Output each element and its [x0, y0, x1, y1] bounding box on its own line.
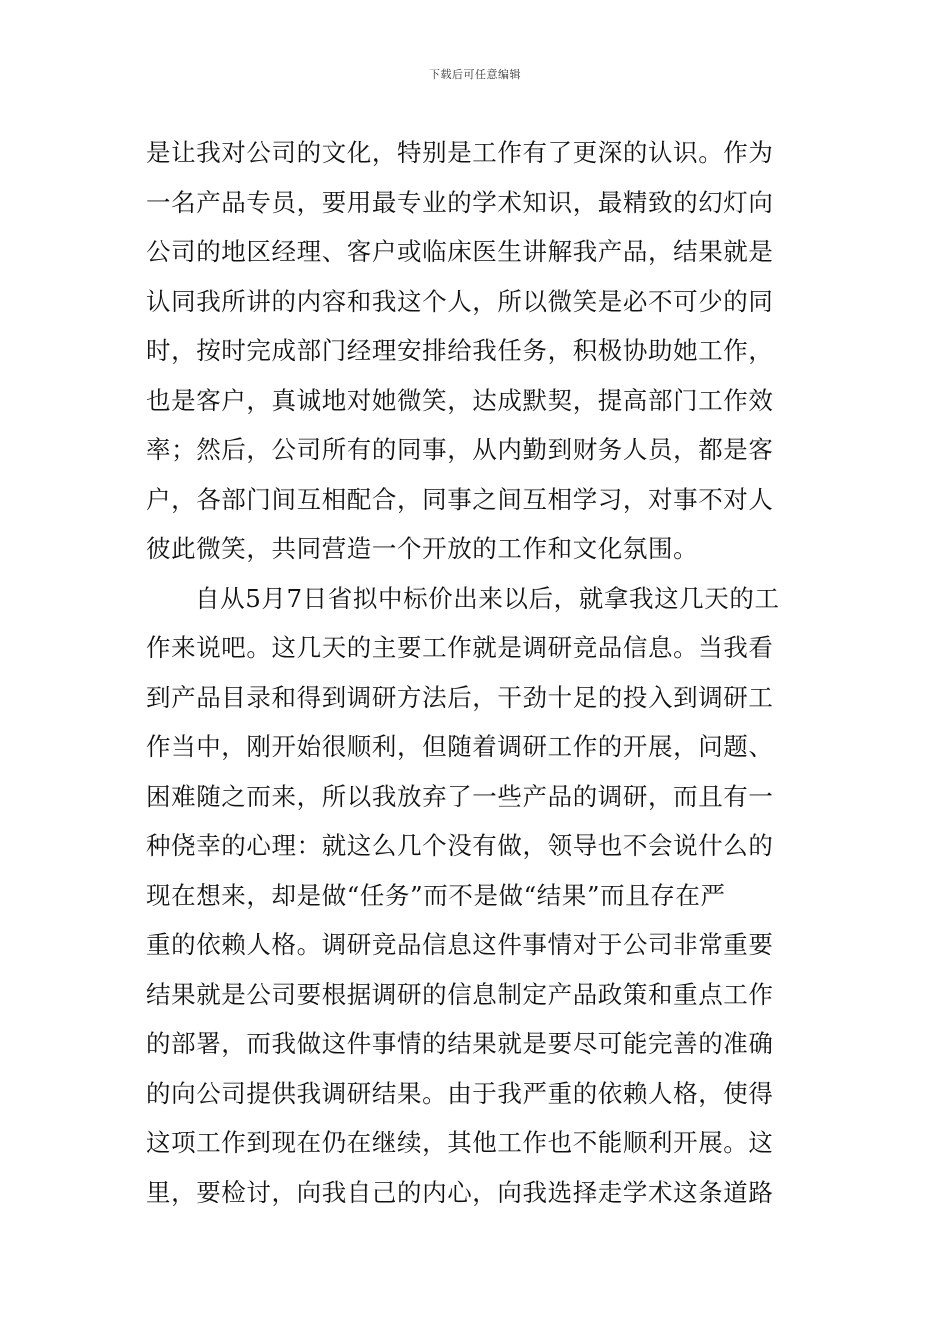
text-line: 作当中，刚开始很顺利，但随着调研工作的开展，问题、	[146, 732, 774, 761]
paragraph-1	[146, 128, 811, 574]
text-line: 率；然后，公司所有的同事，从内勤到财务人员，都是客	[146, 435, 774, 464]
page-header: 下载后可任意编辑	[429, 68, 521, 81]
text-line: 彼此微笑，共同营造一个开放的工作和文化氛围。	[146, 534, 699, 563]
text-line: 重的依赖人格。调研竞品信息这件事情对于公司非常重要	[146, 930, 774, 959]
document-body	[146, 128, 811, 1217]
text-line: 公司的地区经理、客户或临床医生讲解我产品，结果就是	[146, 237, 774, 266]
text-line: 自从5月7日省拟中标价出来以后，就拿我这几天的工	[195, 583, 780, 613]
text-line: 的部署，而我做这件事情的结果就是要尽可能完善的准确	[146, 1029, 774, 1058]
text-line: 时，按时完成部门经理安排给我任务，积极协助她工作，	[146, 336, 774, 365]
text-line: 的向公司提供我调研结果。由于我严重的依赖人格，使得	[146, 1078, 774, 1108]
text-line: 现在想来，却是做“任务”而不是做“结果”而且存在严	[146, 880, 726, 910]
text-line: 困难随之而来，所以我放弃了一些产品的调研，而且有一	[146, 781, 774, 811]
text-line: 认同我所讲的内容和我这个人，所以微笑是必不可少的同	[146, 286, 774, 316]
text-line: 这项工作到现在仍在继续，其他工作也不能顺利开展。这	[146, 1128, 774, 1157]
text-line: 是让我对公司的文化，特别是工作有了更深的认识。作为	[146, 138, 774, 167]
text-line: 种侥幸的心理：就这么几个没有做，领导也不会说什么的	[146, 831, 774, 860]
text-line: 也是客户，真诚地对她微笑，达成默契，提高部门工作效	[146, 385, 774, 415]
paragraph-2	[146, 574, 811, 1218]
text-line: 户，各部门间互相配合，同事之间互相学习，对事不对人	[146, 484, 774, 514]
text-line: 作来说吧。这几天的主要工作就是调研竞品信息。当我看	[146, 633, 774, 662]
text-line: 里，要检讨，向我自己的内心，向我选择走学术这条道路	[146, 1177, 774, 1207]
text-line: 结果就是公司要根据调研的信息制定产品政策和重点工作	[146, 979, 774, 1009]
text-line: 到产品目录和得到调研方法后，干劲十足的投入到调研工	[146, 682, 774, 712]
text-line: 一名产品专员，要用最专业的学术知识，最精致的幻灯向	[146, 187, 774, 217]
